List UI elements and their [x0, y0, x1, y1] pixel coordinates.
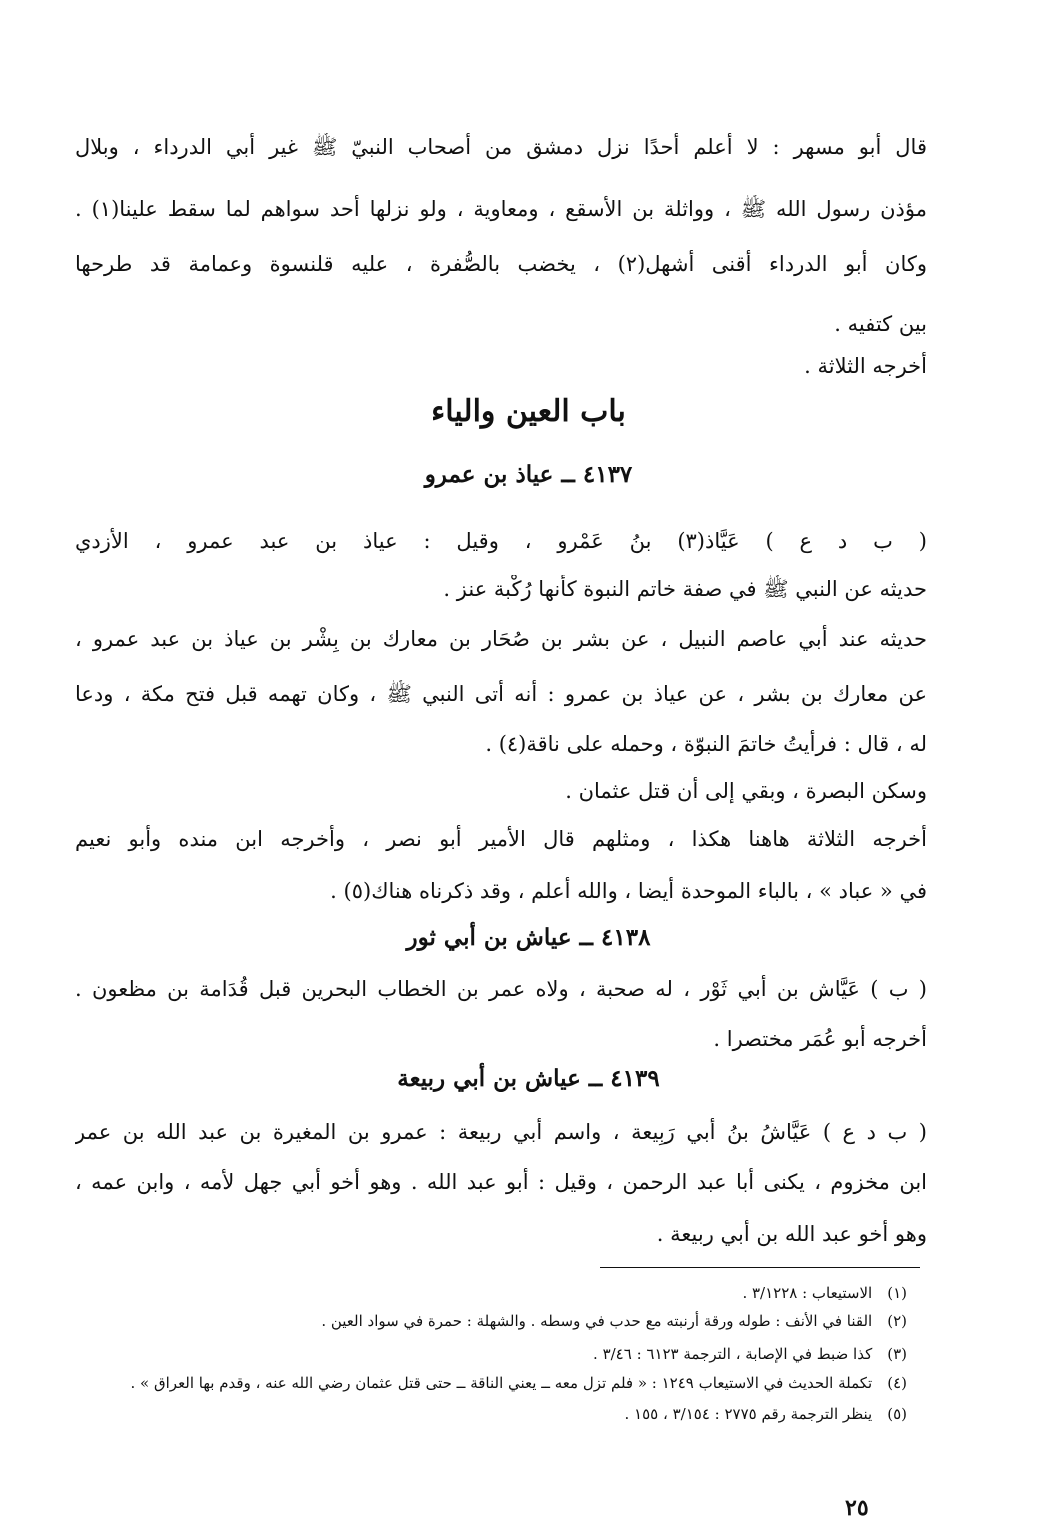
text-line: قال أبو مسهر : لا أعلم أحدًا نزل دمشق من أصحاب النبيّ ﷺ غير أبي الدرداء ، وبلال — [75, 135, 927, 159]
text-line: بين كتفيه . — [834, 312, 927, 336]
text-line: وكان أبو الدرداء أقنى أشهل(٢) ، يخضب بالصُّفرة ، عليه قلنسوة وعمامة قد طرحها — [75, 252, 927, 276]
text-line: ابن مخزوم ، يكنى أبا عبد الرحمن ، وقيل : أبو عبد الله . وهو أخو أبي جهل لأمه ، وابن عمه ، — [75, 1170, 927, 1194]
footnote — [30, 1403, 907, 1425]
chapter-heading: باب العين والياء — [431, 394, 626, 429]
entry-title: ٤١٣٧ ــ عياذ بن عمرو — [424, 461, 633, 488]
footnote-number: (٤) — [887, 1374, 907, 1392]
text-line: عن معارك بن بشر ، عن عياذ بن عمرو : أنه أتى النبي ﷺ ، وكان تهمه قبل فتح مكة ، ودعا — [75, 682, 927, 706]
text-line: في « عباد » ، بالباء الموحدة أيضا ، والله أعلم ، وقد ذكرناه هناك(٥) . — [330, 879, 927, 903]
page-number: ٢٥ — [845, 1495, 869, 1521]
footnote — [30, 1343, 907, 1365]
text-line: له ، قال : فرأيتُ خاتمَ النبوّة ، وحمله على ناقة(٤) . — [485, 732, 927, 756]
text-line: حديثه عند أبي عاصم النبيل ، عن بشر بن صُحَار بن معارك بن بِشْر بن عياذ بن عبد عمرو ، — [75, 627, 927, 651]
text-line: أخرجه أبو عُمَر مختصرا . — [713, 1027, 927, 1051]
text-line: أخرجه الثلاثة هاهنا هكذا ، ومثلهم قال الأمير أبو نصر ، وأخرجه ابن منده وأبو نعيم — [75, 827, 927, 851]
footnote-text: الاستيعاب : ٣/١٢٢٨ . — [742, 1284, 873, 1302]
text-line: وهو أخو عبد الله بن أبي ربيعة . — [656, 1222, 927, 1246]
footnote-number: (٢) — [887, 1312, 907, 1330]
footnote-separator — [600, 1267, 920, 1268]
text-line: حديثه عن النبي ﷺ في صفة خاتم النبوة كأنها رُكْبة عنز . — [443, 577, 927, 601]
footnote-text: تكملة الحديث في الاستيعاب ١٢٤٩ : « فلم تزل معه ــ يعني الناقة ــ حتى قتل عثمان رضي الله عنه ، وقدم بها العراق » . — [130, 1374, 873, 1392]
text-line: وسكن البصرة ، وبقي إلى أن قتل عثمان . — [565, 779, 927, 803]
text-line: ( ب ) عَيَّاش بن أبي ثَوْر ، له صحبة ، ولاه عمر بن الخطاب البحرين قبل قُدَامة بن مظعون . — [75, 977, 927, 1001]
text-line: ( ب د ع ) عَيَّاذ(٣) بنُ عَمْرو ، وقيل : عياذ بن عبد عمرو ، الأزدي — [75, 529, 927, 553]
footnote-text: القنا في الأنف : طوله ورقة أرنبته مع حدب في وسطه . والشهلة : حمرة في سواد العين . — [321, 1312, 873, 1330]
footnote — [30, 1372, 907, 1394]
footnote-text: ينظر الترجمة رقم ٢٧٧٥ : ٣/١٥٤ ، ١٥٥ . — [624, 1405, 873, 1423]
footnote — [30, 1282, 907, 1304]
footnote-number: (١) — [887, 1284, 907, 1302]
entry-title: ٤١٣٨ ــ عياش بن أبي ثور — [406, 924, 651, 951]
text-line: ( ب د ع ) عَيَّاشُ بنُ أبي رَبِيعة ، واسم أبي ربيعة : عمرو بن المغيرة بن عبد الله بن عمر — [75, 1120, 927, 1144]
text-line: مؤذن رسول الله ﷺ ، وواثلة بن الأسقع ، ومعاوية ، ولو نزلها أحد سواهم لما سقط علينا(١) . — [75, 197, 927, 221]
footnote — [30, 1310, 907, 1332]
text-line: أخرجه الثلاثة . — [804, 354, 927, 378]
footnote-text: كذا ضبط في الإصابة ، الترجمة ٦١٢٣ : ٣/٤٦ . — [593, 1345, 873, 1363]
entry-title: ٤١٣٩ ــ عياش بن أبي ربيعة — [397, 1065, 660, 1092]
footnote-number: (٥) — [887, 1405, 907, 1423]
footnote-number: (٣) — [887, 1345, 907, 1363]
